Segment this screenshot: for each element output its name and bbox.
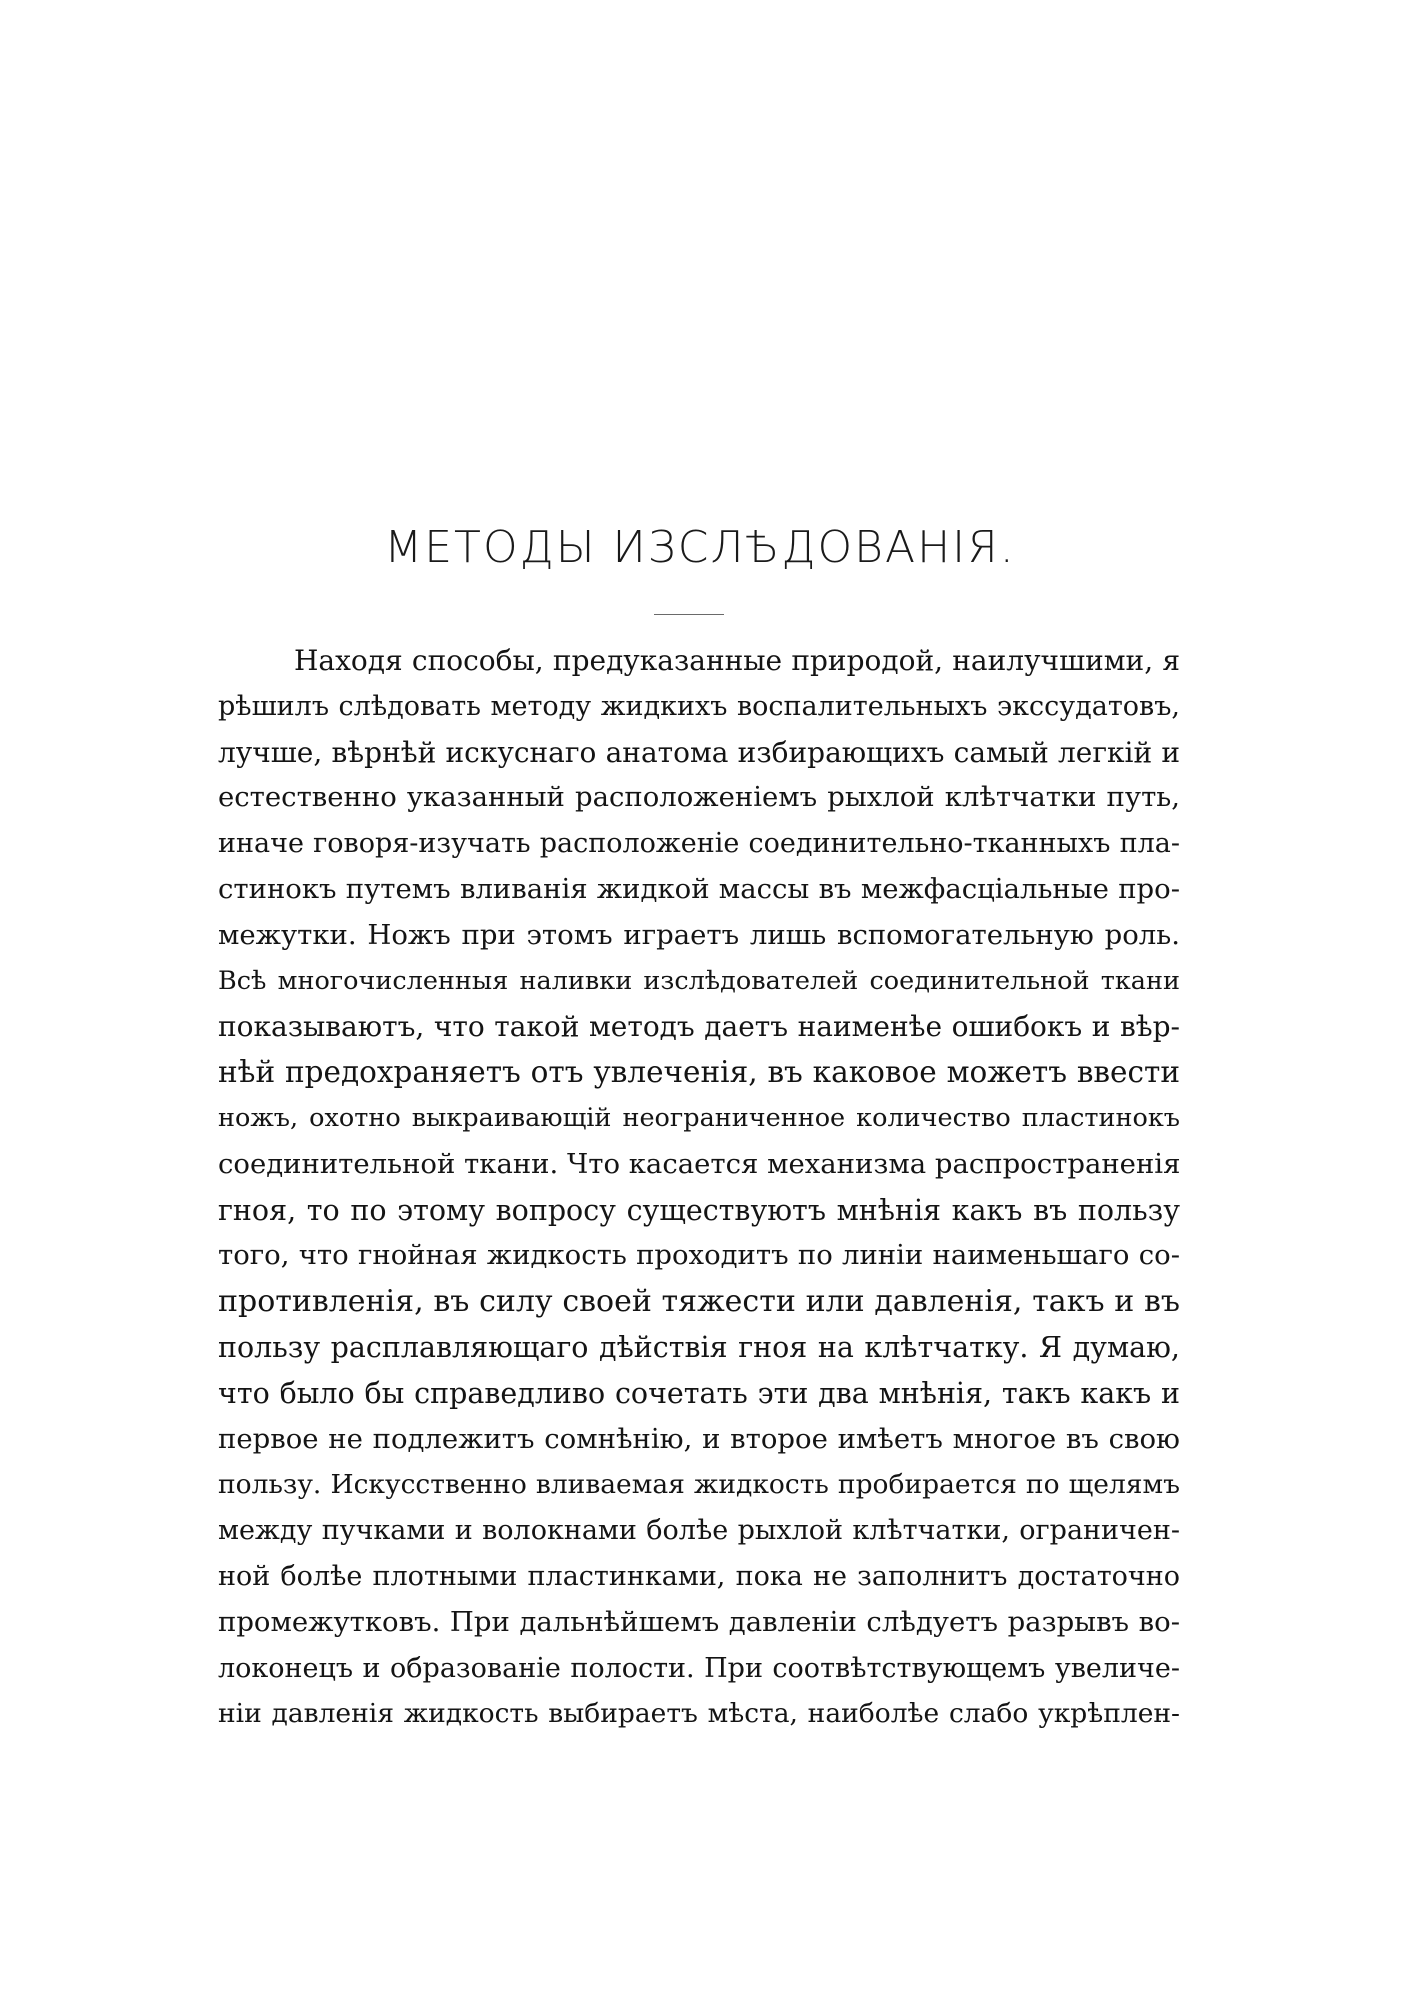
text-line: ножъ, охотно выкраивающій неограниченное количество пластинокъ — [218, 1102, 1180, 1133]
text-line: лучше, вѣрнѣй искуснаго анатома избирающихъ самый легкій и — [218, 735, 1180, 769]
text-line: рѣшилъ слѣдовать методу жидкихъ воспалительныхъ экссудатовъ, — [218, 690, 1180, 722]
text-line: что было бы справедливо сочетать эти два мнѣнія, такъ какъ и — [218, 1376, 1180, 1410]
text-line: пользу. Искусственно вливаемая жидкость пробирается по щелямъ — [218, 1469, 1180, 1501]
text-line: Находя способы, предуказанные природой, наилучшими, я — [294, 644, 1180, 677]
text-line: иначе говоря-изучать расположеніе соединительно-тканныхъ пла- — [218, 828, 1180, 860]
title-divider — [654, 614, 724, 615]
text-line: противленія, въ силу своей тяжести или давленія, такъ и въ — [218, 1284, 1180, 1320]
text-line: Всѣ многочисленныя наливки изслѣдователей соединительной ткани — [218, 965, 1180, 996]
text-line: между пучками и волокнами болѣе рыхлой клѣтчатки, ограничен- — [218, 1515, 1180, 1547]
text-line: ной болѣе плотными пластинками, пока не заполнитъ достаточно — [218, 1560, 1180, 1592]
text-line: показываютъ, что такой методъ даетъ наименѣе ошибокъ и вѣр- — [218, 1010, 1180, 1044]
text-line: межутки. Ножъ при этомъ играетъ лишь вспомогательную роль. — [218, 918, 1180, 951]
text-line: ніи давленія жидкость выбираетъ мѣста, наиболѣе слабо укрѣплен- — [218, 1698, 1180, 1730]
text-line: естественно указанный расположеніемъ рыхлой клѣтчатки путь, — [218, 781, 1180, 814]
text-line: стинокъ путемъ вливанія жидкой массы въ межфасціальные про- — [218, 872, 1180, 905]
chapter-title: МЕТОДЫ ИЗСЛѢДОВАНІЯ. — [384, 522, 1016, 573]
text-line: первое не подлежитъ сомнѣнію, и второе имѣетъ многое въ свою — [218, 1422, 1180, 1455]
text-line: локонецъ и образованіе полости. При соотвѣтствующемъ увеличе- — [218, 1652, 1180, 1684]
text-line: того, что гнойная жидкость проходитъ по линіи наименьшаго со- — [218, 1239, 1180, 1272]
text-line: пользу расплавляющаго дѣйствія гноя на клѣтчатку. Я думаю, — [218, 1330, 1180, 1364]
text-line: соединительной ткани. Что касается механизма распространенія — [218, 1147, 1180, 1180]
body-paragraph — [218, 638, 1180, 1737]
text-line: нѣй предохраняетъ отъ увлеченія, въ каковое можетъ ввести — [218, 1055, 1180, 1090]
text-line: промежутковъ. При дальнѣйшемъ давленіи слѣдуетъ разрывъ во- — [218, 1605, 1180, 1638]
text-line: гноя, то по этому вопросу существуютъ мнѣнія какъ въ пользу — [218, 1193, 1180, 1227]
